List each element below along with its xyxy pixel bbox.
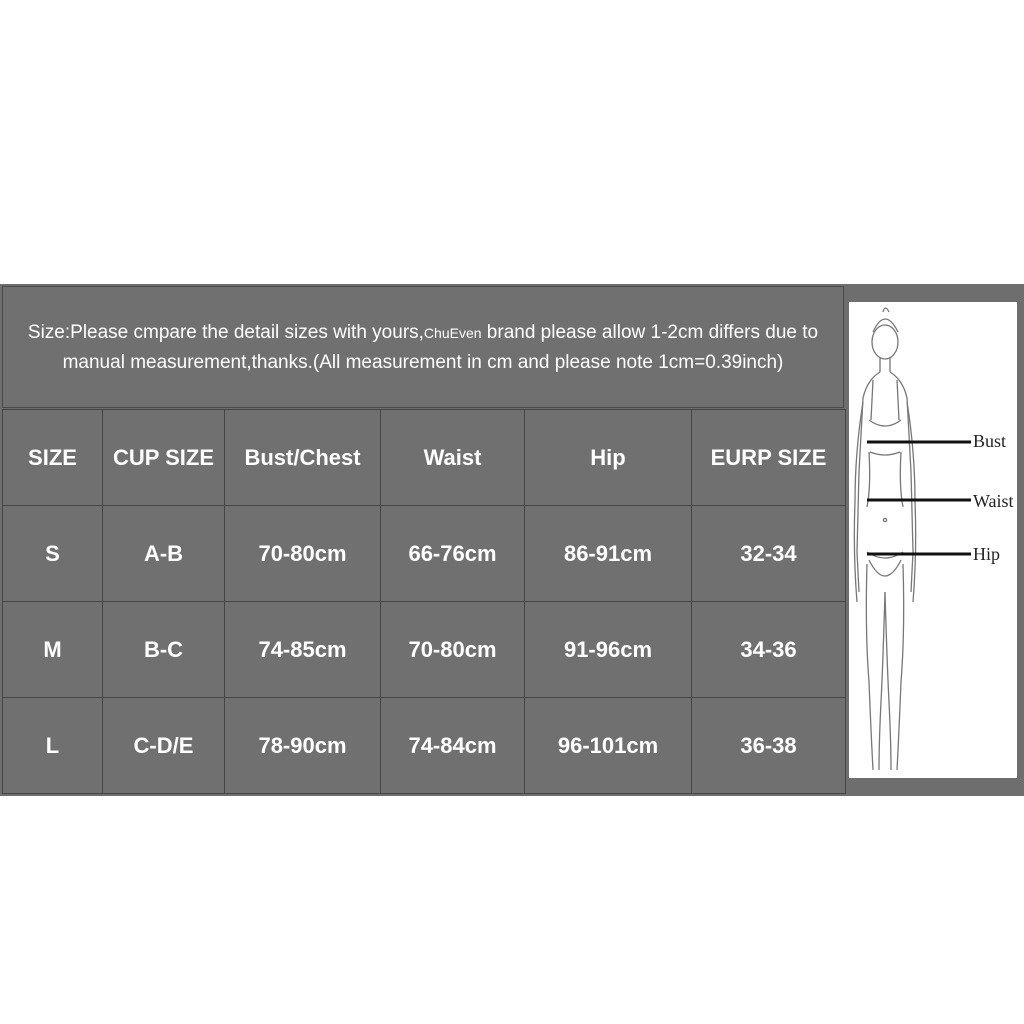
table-cell: 74-84cm <box>381 698 525 794</box>
table-cell: A-B <box>103 506 225 602</box>
size-table <box>2 409 846 794</box>
bust-label: Bust <box>973 431 1007 451</box>
size-note-text <box>11 318 835 377</box>
header-cup-size: CUP SIZE <box>103 410 225 506</box>
hip-label: Hip <box>973 544 1000 564</box>
table-cell: 78-90cm <box>225 698 381 794</box>
table-cell: 34-36 <box>692 602 846 698</box>
table-cell: 74-85cm <box>225 602 381 698</box>
note-suffix: brand please allow 1-2cm differs due to manual measurement,thanks.(All measurement in cm and please note 1cm=0.39inch) <box>62 321 819 373</box>
brand-name: ChuEven <box>423 324 482 341</box>
waist-label: Waist <box>973 491 1014 511</box>
note-prefix: Size:Please cmpare the detail sizes with yours, <box>27 321 424 343</box>
table-cell: C-D/E <box>103 698 225 794</box>
table-cell: 91-96cm <box>525 602 692 698</box>
table-header-row <box>3 410 846 506</box>
table-row <box>3 602 846 698</box>
table-cell: 36-38 <box>692 698 846 794</box>
table-cell: B-C <box>103 602 225 698</box>
header-waist: Waist <box>381 410 525 506</box>
header-hip: Hip <box>525 410 692 506</box>
table-cell: M <box>3 602 103 698</box>
table-cell: L <box>3 698 103 794</box>
table-cell: 32-34 <box>692 506 846 602</box>
table-cell: 70-80cm <box>381 602 525 698</box>
table-cell: 86-91cm <box>525 506 692 602</box>
table-row <box>3 506 846 602</box>
header-size: SIZE <box>3 410 103 506</box>
table-cell: 66-76cm <box>381 506 525 602</box>
table-cell: 70-80cm <box>225 506 381 602</box>
figure-panel <box>849 302 1017 778</box>
table-cell: 96-101cm <box>525 698 692 794</box>
body-outline-icon <box>849 302 1017 778</box>
header-bust-chest: Bust/Chest <box>225 410 381 506</box>
table-cell: S <box>3 506 103 602</box>
body-measurement-figure <box>846 286 1024 794</box>
size-note <box>2 286 844 408</box>
table-row <box>3 698 846 794</box>
header-eurp-size: EURP SIZE <box>692 410 846 506</box>
size-chart <box>0 284 1024 796</box>
